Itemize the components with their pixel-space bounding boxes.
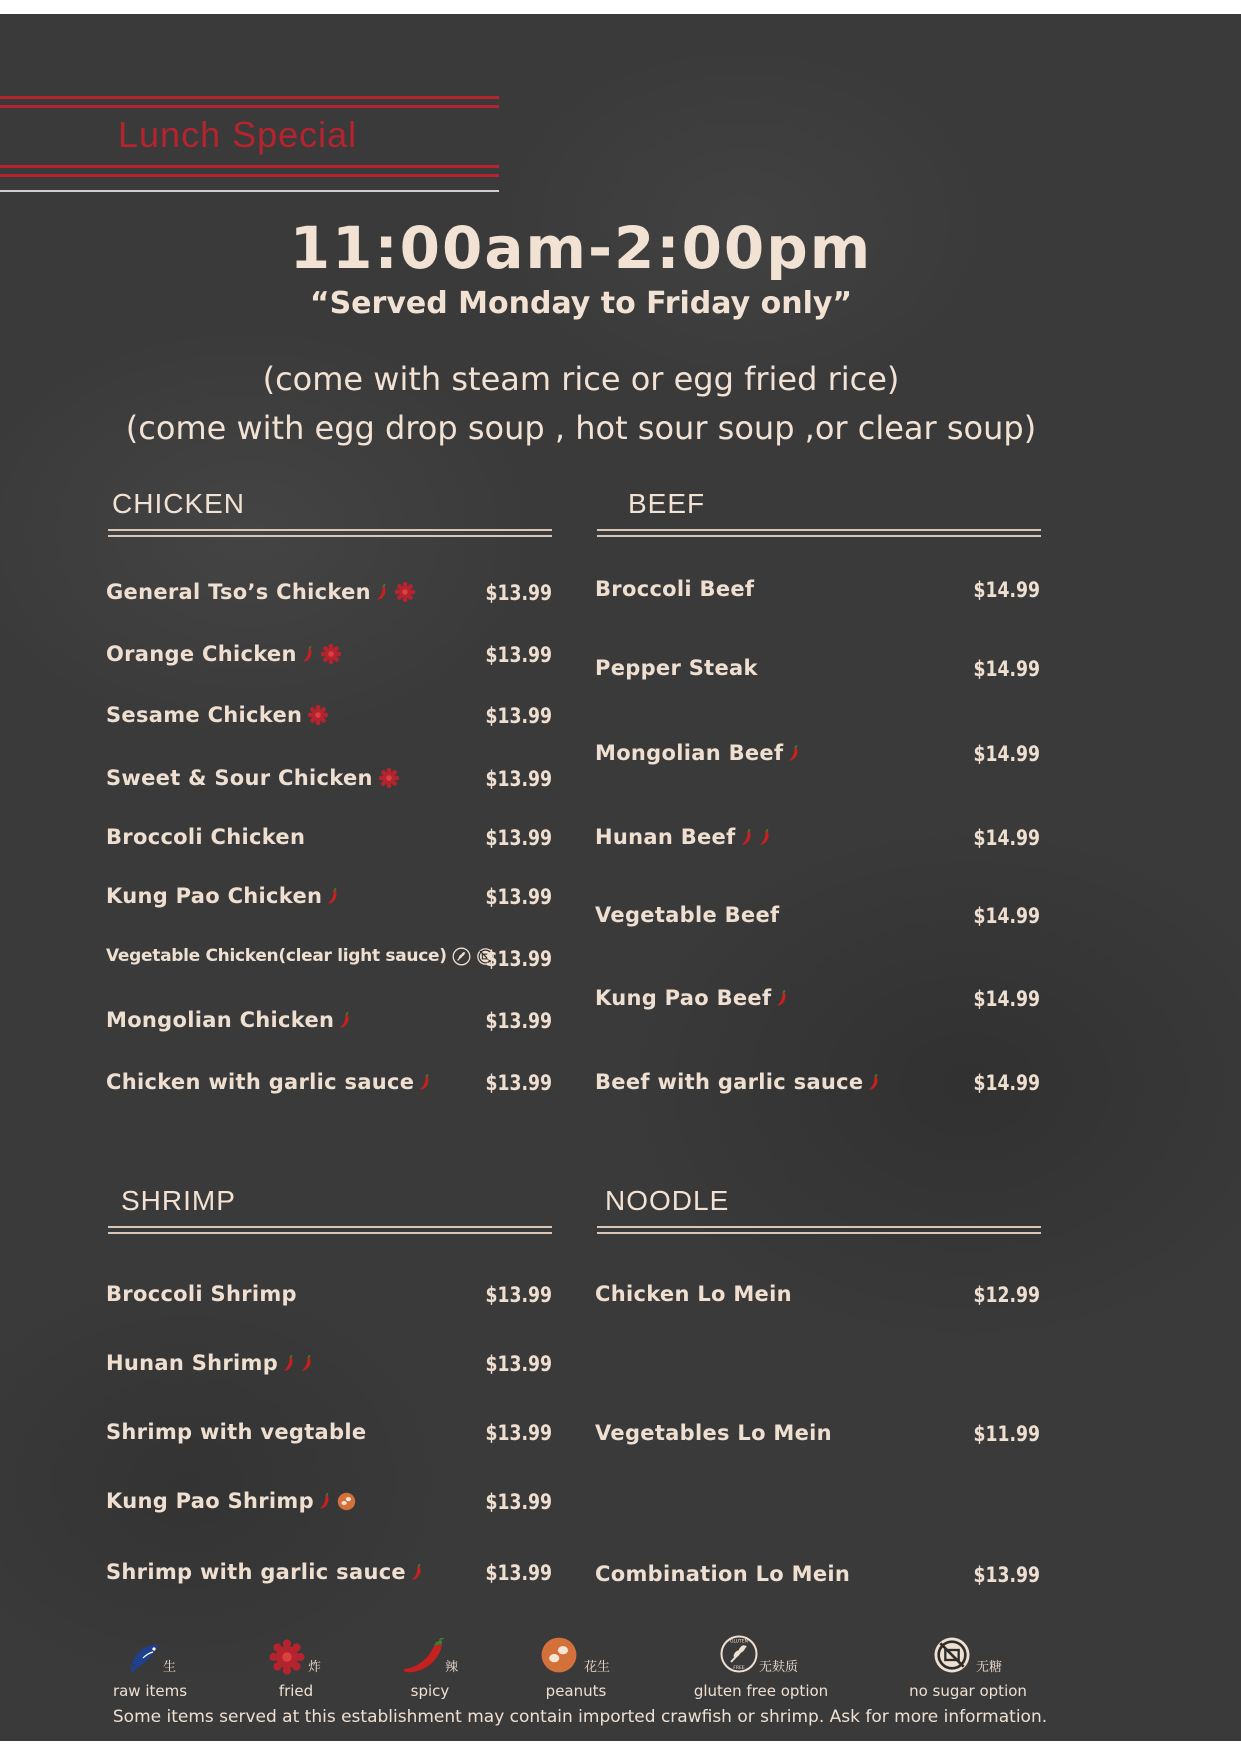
item-name: Broccoli Chicken xyxy=(106,825,306,849)
legend-no-sugar-chinese: 无糖 xyxy=(976,1660,1003,1675)
item-price: $13.99 xyxy=(485,1352,552,1376)
chili-icon xyxy=(402,1638,446,1676)
item-price: $13.99 xyxy=(485,767,552,791)
item-name: Shrimp with vegtable xyxy=(106,1420,367,1444)
shrimp-item xyxy=(106,1282,297,1306)
rice-note: (come with steam rice or egg fried rice) xyxy=(262,360,900,398)
item-name: Mongolian Chicken xyxy=(106,1008,335,1032)
legend-peanuts-chinese: 花生 xyxy=(584,1660,611,1675)
peanut-icon xyxy=(337,1492,356,1511)
item-name: Pepper Steak xyxy=(595,656,758,680)
beef-item xyxy=(595,986,789,1010)
beef-item xyxy=(595,903,779,927)
item-price: $13.99 xyxy=(485,1071,552,1095)
legend-no-sugar xyxy=(888,1634,1048,1700)
item-price: $13.99 xyxy=(485,1561,552,1585)
item-name: Sweet & Sour Chicken xyxy=(106,766,373,790)
item-name: Kung Pao Beef xyxy=(595,986,772,1010)
page-title: Lunch Special xyxy=(118,114,358,155)
beef-item xyxy=(595,741,801,765)
chili-icon xyxy=(411,1563,424,1581)
item-price: $13.99 xyxy=(485,1283,552,1307)
item-price: $14.99 xyxy=(973,742,1040,766)
item-price: $14.99 xyxy=(973,826,1040,850)
section-rule-chicken xyxy=(108,529,552,537)
gluten-badge-free: FREE xyxy=(733,1666,745,1671)
legend-fried-label: fried xyxy=(278,1682,314,1700)
fried-icon xyxy=(307,704,329,726)
chicken-item xyxy=(106,766,400,790)
legend-spicy-label: spicy xyxy=(410,1682,450,1700)
fried-icon xyxy=(394,581,416,603)
legend-fried-chinese: 炸 xyxy=(308,1660,322,1675)
chili-icon xyxy=(376,583,389,601)
title-rule-bottom xyxy=(0,165,499,168)
legend-gluten-label: gluten free option xyxy=(693,1682,829,1700)
item-price: $14.99 xyxy=(973,904,1040,928)
item-name: Sesame Chicken xyxy=(106,703,303,727)
chili-icon xyxy=(301,1354,314,1372)
chili-icon xyxy=(339,1011,352,1029)
gluten-free-icon xyxy=(719,1634,759,1674)
section-title-noodle: NOODLE xyxy=(605,1185,730,1216)
item-price: $13.99 xyxy=(485,1009,552,1033)
legend-no-sugar-label: no sugar option xyxy=(909,1682,1027,1700)
item-name: Chicken with garlic sauce xyxy=(106,1070,415,1094)
item-name: Kung Pao Chicken xyxy=(106,884,323,908)
chicken-item xyxy=(106,642,342,666)
section-rule-shrimp xyxy=(108,1226,552,1234)
legend-peanuts-label: peanuts xyxy=(545,1682,607,1700)
chicken-item xyxy=(106,580,416,604)
item-price: $11.99 xyxy=(973,1422,1040,1446)
item-name: Vegetable Chicken(clear light sauce) xyxy=(106,946,447,966)
chicken-item xyxy=(106,1008,352,1032)
item-price: $13.99 xyxy=(485,1490,552,1514)
chili-icon xyxy=(319,1492,332,1510)
chili-icon xyxy=(741,828,754,846)
title-rule-top-2 xyxy=(0,105,499,108)
item-price: $13.99 xyxy=(485,581,552,605)
legend-gluten-free xyxy=(681,1634,841,1700)
section-title-beef: BEEF xyxy=(628,488,706,519)
chili-icon xyxy=(868,1073,881,1091)
section-rule-noodle xyxy=(597,1226,1041,1234)
section-title-shrimp: SHRIMP xyxy=(121,1185,236,1216)
gluten-badge-text: GLUTEN xyxy=(729,1639,749,1645)
item-price: $14.99 xyxy=(973,987,1040,1011)
item-name: Orange Chicken xyxy=(106,642,297,666)
chili-icon xyxy=(302,645,315,663)
menu-page xyxy=(0,14,1241,1741)
shrimp-item xyxy=(106,1489,356,1513)
chili-icon xyxy=(283,1354,296,1372)
noodle-item xyxy=(595,1562,850,1586)
shrimp-item xyxy=(106,1420,366,1444)
fried-icon xyxy=(320,643,342,665)
item-price: $13.99 xyxy=(485,1421,552,1445)
noodle-item xyxy=(595,1282,792,1306)
chili-icon xyxy=(759,828,772,846)
legend-gluten-chinese: 无麸质 xyxy=(759,1660,799,1675)
beef-item xyxy=(595,577,754,601)
fried-icon xyxy=(378,767,400,789)
fried-icon xyxy=(268,1638,306,1676)
legend-raw-label: raw items xyxy=(112,1682,188,1700)
item-name: Shrimp with garlic sauce xyxy=(106,1560,406,1584)
item-name: Broccoli Beef xyxy=(595,577,755,601)
item-name: Hunan Beef xyxy=(595,825,736,849)
legend-spicy-chinese: 辣 xyxy=(445,1660,459,1675)
chili-icon xyxy=(776,989,789,1007)
title-rule-bottom-2 xyxy=(0,174,499,177)
item-name: Broccoli Shrimp xyxy=(106,1282,297,1306)
soup-note: (come with egg drop soup , hot sour soup ,or clear soup) xyxy=(125,409,1037,447)
item-price: $13.99 xyxy=(485,826,552,850)
shrimp-item xyxy=(106,1560,424,1584)
item-price: $14.99 xyxy=(973,578,1040,602)
section-title-chicken: CHICKEN xyxy=(112,488,246,519)
beef-item xyxy=(595,825,772,849)
peanut-icon xyxy=(540,1636,578,1674)
chicken-item xyxy=(106,703,329,727)
beef-item xyxy=(595,656,758,680)
item-name: Vegetable Beef xyxy=(595,903,780,927)
item-price: $14.99 xyxy=(973,657,1040,681)
noodle-item xyxy=(595,1421,832,1445)
fish-icon xyxy=(126,1636,166,1676)
shrimp-item xyxy=(106,1351,314,1375)
chicken-item xyxy=(106,884,340,908)
item-name: Beef with garlic sauce xyxy=(595,1070,864,1094)
item-name: Combination Lo Mein xyxy=(595,1562,851,1586)
item-price: $13.99 xyxy=(485,704,552,728)
chicken-item xyxy=(106,946,495,966)
item-price: $13.99 xyxy=(485,643,552,667)
item-name: Hunan Shrimp xyxy=(106,1351,279,1375)
item-price: $13.99 xyxy=(485,885,552,909)
section-rule-beef xyxy=(597,529,1041,537)
legend-spicy xyxy=(350,1634,510,1700)
item-name: General Tso’s Chicken xyxy=(106,580,371,604)
item-name: Kung Pao Shrimp xyxy=(106,1489,314,1513)
chili-icon xyxy=(327,887,340,905)
chili-icon xyxy=(419,1073,432,1091)
served-days: “Served Monday to Friday only” xyxy=(309,286,853,321)
item-price: $13.99 xyxy=(973,1563,1040,1587)
legend-raw xyxy=(70,1634,230,1700)
allergen-notice: Some items served at this establishment may contain imported crawfish or shrimp. Ask for more information. xyxy=(112,1707,1048,1727)
item-price: $13.99 xyxy=(485,947,552,971)
chili-icon xyxy=(788,744,801,762)
item-name: Mongolian Beef xyxy=(595,741,784,765)
legend-peanuts xyxy=(496,1634,656,1700)
item-name: Vegetables Lo Mein xyxy=(595,1421,832,1445)
beef-item xyxy=(595,1070,881,1094)
no-sugar-icon xyxy=(932,1635,972,1675)
item-price: $12.99 xyxy=(973,1283,1040,1307)
legend-raw-chinese: 生 xyxy=(163,1660,177,1675)
title-rule-top xyxy=(0,96,499,99)
item-name: Chicken Lo Mein xyxy=(595,1282,792,1306)
title-rule-grey xyxy=(0,190,499,192)
lunch-hours: 11:00am-2:00pm xyxy=(289,214,873,282)
item-price: $14.99 xyxy=(973,1071,1040,1095)
chicken-item xyxy=(106,825,305,849)
chicken-item xyxy=(106,1070,432,1094)
